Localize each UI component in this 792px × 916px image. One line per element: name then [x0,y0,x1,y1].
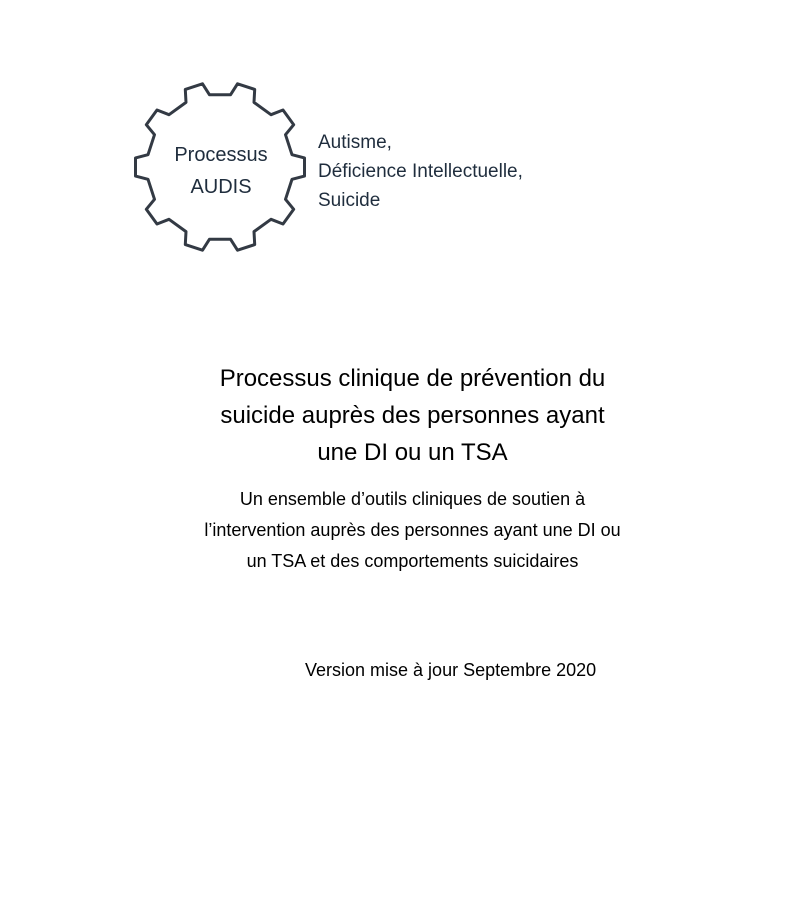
logo-line-2: AUDIS [190,176,252,198]
document-title [90,360,735,471]
subtitle-line-3: un TSA et des comportements suicidaires [246,551,579,571]
logo-line-1: Processus [174,144,268,166]
gear-outline [136,84,305,250]
tagline-line-3: Suicide [318,190,381,211]
tagline-line-1: Autisme, [318,132,392,153]
title-line-3: une DI ou un TSA [317,439,508,466]
logo-tagline [318,128,523,215]
title-line-2: suicide auprès des personnes ayant [220,402,605,429]
tagline-line-2: Déficience Intellectuelle, [318,161,523,182]
subtitle-line-2: l’intervention auprès des personnes ayant une DI ou [204,520,621,540]
gear-icon [132,80,312,255]
document-subtitle [90,484,735,577]
audis-logo [132,80,312,255]
title-line-1: Processus clinique de prévention du [219,365,606,392]
subtitle-line-1: Un ensemble d’outils cliniques de soutien à [239,489,586,509]
version-date: Version mise à jour Septembre 2020 [305,660,597,680]
